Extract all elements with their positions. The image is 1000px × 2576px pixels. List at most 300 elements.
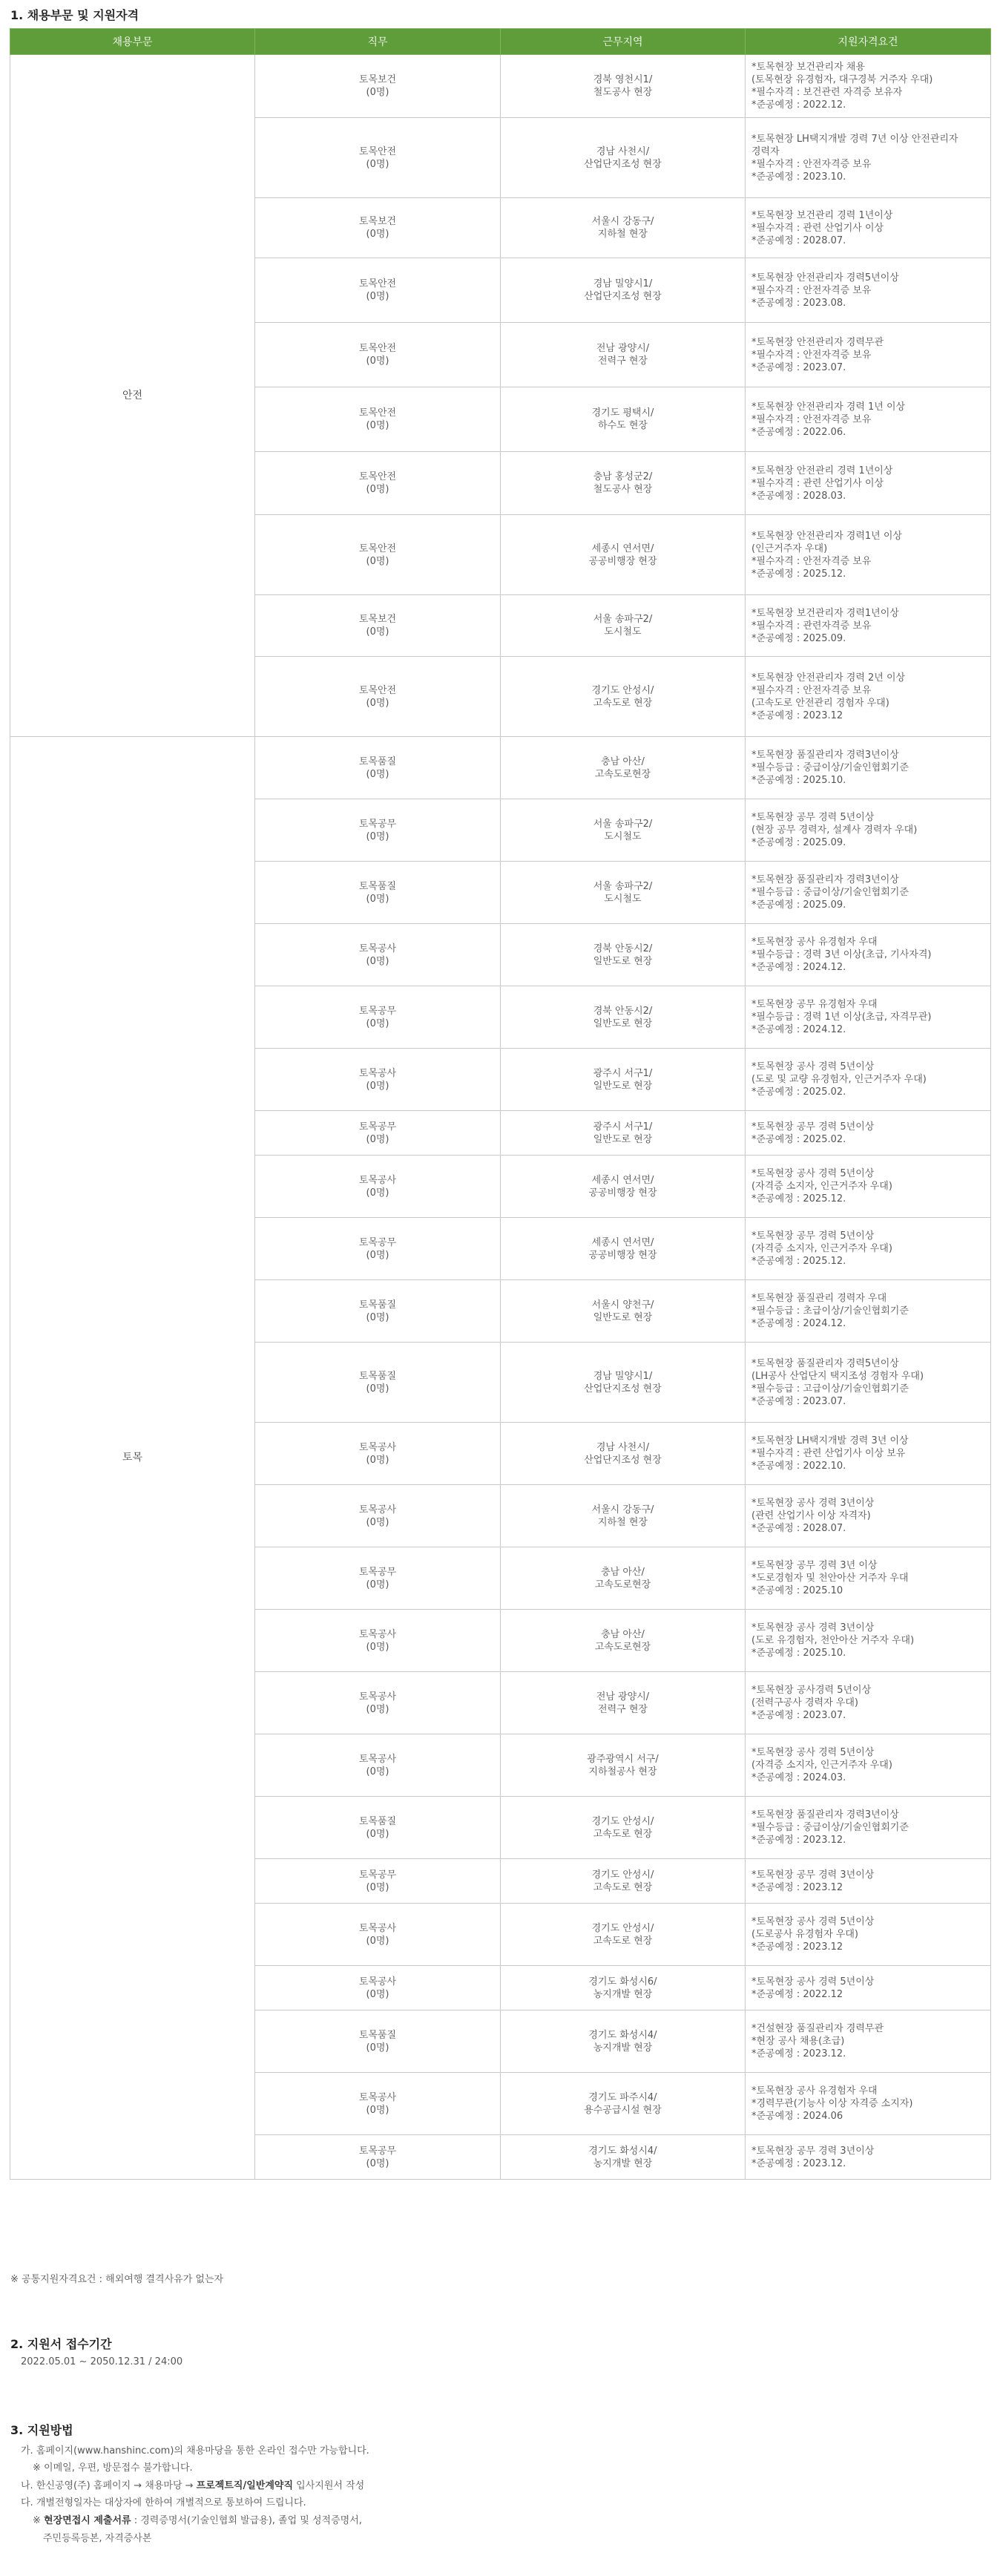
- requirements-line: *준공예정 : 2025.12.: [751, 1256, 846, 1267]
- job-line: (0명): [366, 1454, 389, 1466]
- requirements-line: *필수자격 : 관련 산업기사 이상: [751, 477, 884, 489]
- requirements-cell: [746, 1423, 991, 1485]
- requirements-cell: [746, 258, 991, 323]
- location-line: 일반도로 현장: [593, 1080, 653, 1092]
- job-line: 토목공무: [358, 1121, 397, 1133]
- location-cell: [501, 1610, 746, 1672]
- job-line: (0명): [366, 87, 389, 98]
- location-line: 산업단지조성 현장: [584, 158, 662, 170]
- location-line: 하수도 현장: [598, 420, 648, 431]
- job-line: (0명): [366, 1080, 389, 1092]
- location-line: 광주시 서구1/: [593, 1067, 653, 1079]
- requirements-line: (도로공사 유경험자 우대): [751, 1929, 858, 1940]
- job-line: (0명): [366, 893, 389, 905]
- job-line: (0명): [366, 1311, 389, 1323]
- location-line: 서울 송파구2/: [593, 880, 653, 892]
- requirements-line: *토목현장 공사 경력 5년이상: [751, 1061, 875, 1072]
- requirements-line: *토목현장 안전관리자 경력5년이상: [751, 272, 899, 284]
- location-cell: [501, 1734, 746, 1797]
- requirements-line: *준공예정 : 2023.12.: [751, 1835, 846, 1846]
- requirements-line: *준공예정 : 2028.03.: [751, 490, 846, 502]
- job-line: 토목안전: [358, 543, 397, 554]
- job-line: (0명): [366, 484, 389, 495]
- location-line: 세종시 연서면/: [591, 1174, 654, 1186]
- method-line-c: 다. 개별전형일자는 대상자에 한하여 개별적으로 통보하여 드립니다.: [21, 2497, 306, 2508]
- required-docs: [33, 2512, 362, 2526]
- job-cell: [255, 452, 501, 515]
- requirements-line: *준공예정 : 2025.02.: [751, 1133, 846, 1145]
- location-cell: [501, 1904, 746, 1966]
- location-line: 고속도로현장: [594, 1641, 651, 1653]
- common-requirement-note: ※ 공통지원자격요건 : 해외여행 결격사유가 없는자: [10, 2274, 224, 2285]
- job-line: 토목공무: [358, 1566, 397, 1578]
- requirements-cell: [746, 1904, 991, 1966]
- job-line: (0명): [366, 955, 389, 967]
- requirements-line: *준공예정 : 2023.12: [751, 1881, 843, 1893]
- job-cell: [255, 657, 501, 737]
- requirements-line: *토목현장 품질관리자 경력3년이상: [751, 874, 899, 885]
- requirements-line: *필수등급 : 중급이상/기술인협회기준: [751, 1822, 909, 1833]
- requirements-line: *준공예정 : 2025.12.: [751, 1193, 846, 1205]
- dept-cell: 토목: [10, 737, 255, 2180]
- requirements-line: *토목현장 공사 경력 3년이상: [751, 1498, 875, 1509]
- requirements-cell: [746, 323, 991, 387]
- location-cell: [501, 1859, 746, 1904]
- location-cell: [501, 1280, 746, 1343]
- location-line: 전력구 현장: [598, 1703, 648, 1715]
- requirements-line: (자격증 소지자, 인근거주자 우대): [751, 1243, 892, 1254]
- requirements-cell: [746, 1111, 991, 1156]
- requirements-line: *토목현장 공사 유경험자 우대: [751, 2085, 878, 2097]
- requirements-line: *준공예정 : 2023.07.: [751, 1710, 846, 1721]
- job-line: (0명): [366, 1828, 389, 1840]
- header-requirements: 지원자격요건: [746, 29, 991, 55]
- job-line: (0명): [366, 1017, 389, 1029]
- location-line: 고속도로현장: [594, 1579, 651, 1590]
- location-cell: [501, 198, 746, 258]
- location-line: 경기도 평택시/: [591, 407, 654, 419]
- job-cell: [255, 1049, 501, 1111]
- requirements-line: *토목현장 품질관리 경력자 우대: [751, 1293, 887, 1304]
- method-line-a-text: 가. 홈페이지(www.hanshinc.com)의 채용마당을 통한 온라인 접수만 가능합니다.: [21, 2445, 369, 2457]
- requirements-cell: [746, 737, 991, 799]
- job-line: (0명): [366, 1935, 389, 1947]
- requirements-line: *필수자격 : 관련자격증 보유: [751, 620, 872, 632]
- location-cell: [501, 924, 746, 986]
- requirements-cell: [746, 986, 991, 1049]
- location-line: 고속도로 현장: [593, 1935, 653, 1947]
- job-line: (0명): [366, 158, 389, 170]
- application-period: 2022.05.01 ~ 2050.12.31 / 24:00: [21, 2356, 183, 2367]
- location-line: 경남 사천시/: [596, 1441, 650, 1453]
- requirements-line: *준공예정 : 2022.10.: [751, 1461, 846, 1472]
- location-line: 지하철 현장: [598, 229, 648, 240]
- location-line: 경기도 안성시/: [591, 1815, 654, 1827]
- location-line: 고속도로현장: [594, 768, 651, 780]
- requirements-line: *토목현장 공무 경력 3년 이상: [751, 1560, 878, 1571]
- requirements-line: *필수등급 : 중급이상/기술인협회기준: [751, 762, 909, 773]
- requirements-line: *준공예정 : 2023.07.: [751, 361, 846, 373]
- location-line: 경기도 파주시4/: [588, 2091, 657, 2103]
- requirements-line: (전력구공사 경력자 우대): [751, 1697, 858, 1708]
- job-line: 토목공사: [358, 2091, 397, 2103]
- requirements-line: *준공예정 : 2022.12.: [751, 99, 846, 111]
- job-line: (0명): [366, 1133, 389, 1145]
- job-line: (0명): [366, 1383, 389, 1394]
- location-line: 고속도로 현장: [593, 697, 653, 709]
- requirements-line: *토목현장 보건관리자 채용: [751, 62, 865, 73]
- job-cell: [255, 924, 501, 986]
- location-line: 일반도로 현장: [593, 1133, 653, 1145]
- location-line: 도시철도: [604, 893, 642, 905]
- location-cell: [501, 1485, 746, 1547]
- job-cell: [255, 862, 501, 924]
- job-cell: [255, 1610, 501, 1672]
- location-line: 산업단지조성 현장: [584, 1454, 662, 1466]
- requirements-line: *준공예정 : 2028.07.: [751, 1523, 846, 1534]
- location-cell: [501, 2135, 746, 2180]
- location-line: 경남 밀양시1/: [593, 278, 653, 289]
- location-cell: [501, 657, 746, 737]
- location-line: 전력구 현장: [598, 355, 648, 367]
- section-title-method: 3. 지원방법: [10, 2423, 73, 2437]
- requirements-line: *준공예정 : 2024.12.: [751, 962, 846, 973]
- requirements-line: (고속도로 안전관리 경험자 우대): [751, 697, 889, 709]
- job-line: (0명): [366, 1988, 389, 2000]
- requirements-line: *준공예정 : 2025.10.: [751, 775, 846, 786]
- location-line: 경북 안동시2/: [593, 943, 653, 954]
- job-cell: [255, 1218, 501, 1280]
- location-line: 철도공사 현장: [593, 484, 653, 495]
- requirements-line: *준공예정 : 2025.10.: [751, 1648, 846, 1659]
- location-line: 공공비행장 현장: [588, 1249, 657, 1261]
- location-line: 산업단지조성 현장: [584, 291, 662, 302]
- job-cell: [255, 323, 501, 387]
- requirements-line: *필수자격 : 관련 산업기사 이상: [751, 222, 884, 234]
- requirements-line: *준공예정 : 2024.03.: [751, 1772, 846, 1783]
- location-cell: [501, 799, 746, 862]
- location-line: 전남 광양시/: [596, 343, 650, 354]
- requirements-line: (인근거주자 우대): [751, 543, 828, 554]
- location-cell: [501, 387, 746, 452]
- requirements-line: *토목현장 공무 유경험자 우대: [751, 999, 878, 1010]
- location-line: 세종시 연서면/: [591, 543, 654, 554]
- job-line: (0명): [366, 1579, 389, 1590]
- location-line: 세종시 연서면/: [591, 1236, 654, 1248]
- requirements-cell: [746, 1049, 991, 1111]
- header-location: 근무지역: [501, 29, 746, 55]
- section-title-recruit: 1. 채용부문 및 지원자격: [10, 8, 139, 22]
- location-line: 광주시 서구1/: [593, 1121, 653, 1133]
- requirements-cell: [746, 1734, 991, 1797]
- requirements-line: (자격증 소지자, 인근거주자 우대): [751, 1181, 892, 1192]
- requirements-cell: [746, 1218, 991, 1280]
- job-line: (0명): [366, 2042, 389, 2054]
- requirements-cell: [746, 1797, 991, 1859]
- required-docs-prefix: ※: [33, 2515, 45, 2526]
- requirements-line: *토목현장 안전관리자 경력무관: [751, 336, 884, 348]
- requirements-line: *도로경험자 및 천안아산 거주자 우대: [751, 1573, 909, 1584]
- job-cell: [255, 1423, 501, 1485]
- job-line: (0명): [366, 229, 389, 240]
- location-cell: [501, 118, 746, 198]
- job-line: (0명): [366, 1881, 389, 1893]
- location-line: 지하철공사 현장: [588, 1766, 657, 1777]
- location-cell: [501, 1111, 746, 1156]
- job-line: (0명): [366, 697, 389, 709]
- location-cell: [501, 55, 746, 118]
- requirements-line: *토목현장 공무 경력 5년이상: [751, 812, 875, 823]
- job-cell: [255, 55, 501, 118]
- location-line: 용수공급시설 현장: [584, 2104, 662, 2116]
- location-cell: [501, 862, 746, 924]
- job-cell: [255, 258, 501, 323]
- requirements-line: *준공예정 : 2022.12: [751, 1988, 843, 2000]
- requirements-line: *필수자격 : 안전자격증 보유: [751, 555, 872, 567]
- requirements-line: *토목현장 공무 경력 3년이상: [751, 2145, 875, 2157]
- job-cell: [255, 986, 501, 1049]
- location-cell: [501, 258, 746, 323]
- job-cell: [255, 1672, 501, 1734]
- job-cell: [255, 1734, 501, 1797]
- table-row: [10, 737, 991, 799]
- requirements-cell: [746, 452, 991, 515]
- location-cell: [501, 515, 746, 595]
- location-cell: [501, 323, 746, 387]
- location-line: 공공비행장 현장: [588, 1187, 657, 1199]
- job-cell: [255, 1797, 501, 1859]
- requirements-line: *준공예정 : 2023.12: [751, 709, 843, 721]
- requirements-cell: [746, 1280, 991, 1343]
- required-docs-label: 현장면접시 제출서류: [44, 2515, 131, 2526]
- required-docs-text: : 경력증명서(기술인협회 발급용), 졸업 및 성적증명서,: [131, 2515, 362, 2526]
- location-line: 충남 아산/: [601, 1566, 645, 1578]
- location-line: 경기도 안성시/: [591, 684, 654, 696]
- job-line: 토목공사: [358, 1628, 397, 1640]
- location-line: 공공비행장 현장: [588, 555, 657, 567]
- requirements-line: *준공예정 : 2023.07.: [751, 1395, 846, 1407]
- job-line: 토목보건: [358, 74, 397, 85]
- requirements-line: (자격증 소지자, 인근거주자 우대): [751, 1760, 892, 1771]
- requirements-cell: [746, 1547, 991, 1610]
- requirements-cell: [746, 657, 991, 737]
- requirements-line: *토목현장 안전관리 경력 1년이상: [751, 465, 893, 476]
- location-line: 충남 아산/: [601, 756, 645, 767]
- location-line: 경남 밀양시1/: [593, 1370, 653, 1382]
- requirements-cell: [746, 198, 991, 258]
- requirements-line: *준공예정 : 2023.12.: [751, 2157, 846, 2169]
- requirements-line: *준공예정 : 2024.12.: [751, 1024, 846, 1035]
- location-line: 서울 송파구2/: [593, 818, 653, 830]
- requirements-line: *토목현장 LH택지개발 경력 3년 이상: [751, 1435, 909, 1446]
- requirements-line: *필수자격 : 안전자격증 보유: [751, 284, 872, 296]
- job-line: 토목품질: [358, 880, 397, 892]
- requirements-line: *준공예정 : 2025.09.: [751, 899, 846, 911]
- requirements-line: *토목현장 공사 경력 5년이상: [751, 1916, 875, 1927]
- location-cell: [501, 2010, 746, 2073]
- job-line: 토목공무: [358, 1869, 397, 1881]
- requirements-line: *준공예정 : 2025.09.: [751, 837, 846, 848]
- job-line: 토목안전: [358, 407, 397, 419]
- requirements-line: *토목현장 공사 유경험자 우대: [751, 937, 878, 948]
- job-cell: [255, 595, 501, 657]
- job-line: (0명): [366, 1703, 389, 1715]
- job-line: (0명): [366, 1187, 389, 1199]
- location-line: 도시철도: [604, 830, 642, 842]
- requirements-line: *준공예정 : 2022.06.: [751, 426, 846, 438]
- method-line-b-bold: 프로젝트직/일반계약직: [196, 2480, 294, 2491]
- requirements-line: *필수자격 : 보건관련 자격증 보유자: [751, 87, 903, 98]
- requirements-cell: [746, 515, 991, 595]
- method-line-b: [21, 2477, 364, 2491]
- job-line: (0명): [366, 830, 389, 842]
- job-cell: [255, 1111, 501, 1156]
- job-line: 토목공사: [358, 1441, 397, 1453]
- job-cell: [255, 1343, 501, 1423]
- job-cell: [255, 737, 501, 799]
- requirements-line: *토목현장 공사경력 5년이상: [751, 1685, 872, 1696]
- requirements-line: *경력무관(기능사 이상 자격증 소지자): [751, 2098, 913, 2109]
- requirements-line: *필수자격 : 안전자격증 보유: [751, 349, 872, 361]
- job-cell: [255, 1547, 501, 1610]
- job-line: 토목공사: [358, 1922, 397, 1934]
- job-cell: [255, 2073, 501, 2135]
- requirements-line: *토목현장 공사 경력 5년이상: [751, 1747, 875, 1758]
- location-line: 광주광역시 서구/: [587, 1753, 659, 1765]
- job-line: 토목공무: [358, 2145, 397, 2157]
- location-cell: [501, 1547, 746, 1610]
- location-line: 경기도 화성시6/: [588, 1976, 657, 1987]
- job-line: (0명): [366, 555, 389, 567]
- dept-cell: 안전: [10, 55, 255, 737]
- requirements-line: *필수등급 : 고급이상/기술인협회기준: [751, 1383, 909, 1394]
- location-line: 서울 송파구2/: [593, 614, 653, 625]
- requirements-line: *필수자격 : 안전자격증 보유: [751, 684, 872, 696]
- job-line: 토목공사: [358, 943, 397, 954]
- requirements-line: *필수등급 : 경력 3년 이상(초급, 기사자격): [751, 949, 932, 960]
- location-line: 서울시 강동구/: [591, 216, 654, 227]
- requirements-cell: [746, 2135, 991, 2180]
- location-line: 고속도로 현장: [593, 1828, 653, 1840]
- location-line: 경기도 안성시/: [591, 1869, 654, 1881]
- requirements-cell: [746, 1343, 991, 1423]
- location-line: 경남 사천시/: [596, 145, 650, 157]
- method-line-a-note: ※ 이메일, 우편, 방문접수 불가합니다.: [33, 2462, 193, 2474]
- requirements-line: *토목현장 보건관리자 경력1년이상: [751, 607, 899, 619]
- job-line: 토목안전: [358, 471, 397, 482]
- requirements-line: (도로 유경험자, 천안아산 거주자 우대): [751, 1635, 915, 1646]
- location-cell: [501, 986, 746, 1049]
- requirements-line: *건설현장 품질관리자 경력무관: [751, 2023, 884, 2034]
- requirements-cell: [746, 2010, 991, 2073]
- requirements-cell: [746, 387, 991, 452]
- job-cell: [255, 1966, 501, 2010]
- location-cell: [501, 1156, 746, 1218]
- requirements-line: *준공예정 : 2023.10.: [751, 171, 846, 183]
- requirements-cell: [746, 595, 991, 657]
- requirements-line: *필수등급 : 초급이상/기술인협회기준: [751, 1305, 909, 1317]
- job-line: 토목공사: [358, 1753, 397, 1765]
- requirements-line: (토목현장 유경험자, 대구경북 거주자 우대): [751, 74, 933, 85]
- location-line: 일반도로 현장: [593, 1311, 653, 1323]
- location-line: 서울시 강동구/: [591, 1504, 654, 1515]
- job-line: 토목안전: [358, 145, 397, 157]
- location-line: 충남 홍성군2/: [593, 471, 653, 482]
- requirements-line: *토목현장 공무 경력 5년이상: [751, 1230, 875, 1242]
- location-cell: [501, 1049, 746, 1111]
- job-line: 토목공무: [358, 1005, 397, 1017]
- job-line: 토목공사: [358, 1174, 397, 1186]
- location-cell: [501, 1672, 746, 1734]
- requirements-line: *필수자격 : 관련 산업기사 이상 보유: [751, 1448, 906, 1459]
- job-cell: [255, 799, 501, 862]
- requirements-cell: [746, 1672, 991, 1734]
- requirements-cell: [746, 924, 991, 986]
- location-cell: [501, 452, 746, 515]
- location-cell: [501, 1423, 746, 1485]
- location-cell: [501, 1797, 746, 1859]
- location-cell: [501, 1343, 746, 1423]
- requirements-line: *토목현장 공사 경력 5년이상: [751, 1976, 875, 1987]
- job-line: (0명): [366, 1516, 389, 1528]
- requirements-line: *토목현장 안전관리자 경력1년 이상: [751, 530, 902, 542]
- location-cell: [501, 737, 746, 799]
- requirements-line: *준공예정 : 2024.12.: [751, 1318, 846, 1329]
- requirements-line: *토목현장 공사 경력 5년이상: [751, 1168, 875, 1179]
- location-line: 지하철 현장: [598, 1516, 648, 1528]
- job-line: 토목공사: [358, 1691, 397, 1702]
- required-docs-cont: 주민등록등본, 자격증사본: [43, 2533, 152, 2544]
- job-line: 토목보건: [358, 216, 397, 227]
- requirements-line: *준공예정 : 2023.12.: [751, 2048, 846, 2059]
- job-line: 토목공무: [358, 818, 397, 830]
- job-line: (0명): [366, 1766, 389, 1777]
- location-line: 서울시 양천구/: [591, 1299, 654, 1311]
- requirements-cell: [746, 1859, 991, 1904]
- requirements-line: (LH공사 산업단지 택지조성 경험자 우대): [751, 1370, 924, 1382]
- requirements-line: *토목현장 LH택지개발 경력 7년 이상 안전관리자: [751, 133, 958, 145]
- job-line: 토목품질: [358, 1815, 397, 1827]
- job-line: 토목품질: [358, 1299, 397, 1311]
- requirements-cell: [746, 2073, 991, 2135]
- requirements-line: *필수자격 : 안전자격증 보유: [751, 413, 872, 425]
- method-line-b-suffix: 입사지원서 작성: [293, 2480, 365, 2491]
- requirements-line: *필수등급 : 중급이상/기술인협회기준: [751, 887, 909, 898]
- method-line-b-prefix: 나. 한신공영(주) 홈페이지 → 채용마당 →: [21, 2480, 197, 2491]
- job-line: 토목공사: [358, 1976, 397, 1987]
- job-line: (0명): [366, 355, 389, 367]
- requirements-line: *현장 공사 채용(초급): [751, 2036, 845, 2047]
- requirements-line: *토목현장 공무 경력 5년이상: [751, 1121, 875, 1133]
- job-line: (0명): [366, 1249, 389, 1261]
- section-title-period: 2. 지원서 접수기간: [10, 2337, 112, 2351]
- job-line: 토목품질: [358, 2029, 397, 2041]
- requirements-line: *준공예정 : 2023.12: [751, 1941, 843, 1953]
- requirements-line: *토목현장 보건관리 경력 1년이상: [751, 209, 893, 221]
- job-line: (0명): [366, 626, 389, 638]
- job-cell: [255, 1485, 501, 1547]
- location-line: 경기도 화성시4/: [588, 2029, 657, 2041]
- requirements-line: (현장 공무 경력자, 설계사 경력자 우대): [751, 825, 918, 836]
- location-cell: [501, 1966, 746, 2010]
- job-cell: [255, 2010, 501, 2073]
- job-cell: [255, 515, 501, 595]
- table-header-row: [10, 29, 991, 55]
- job-cell: [255, 1859, 501, 1904]
- location-cell: [501, 2073, 746, 2135]
- job-cell: [255, 1280, 501, 1343]
- job-cell: [255, 387, 501, 452]
